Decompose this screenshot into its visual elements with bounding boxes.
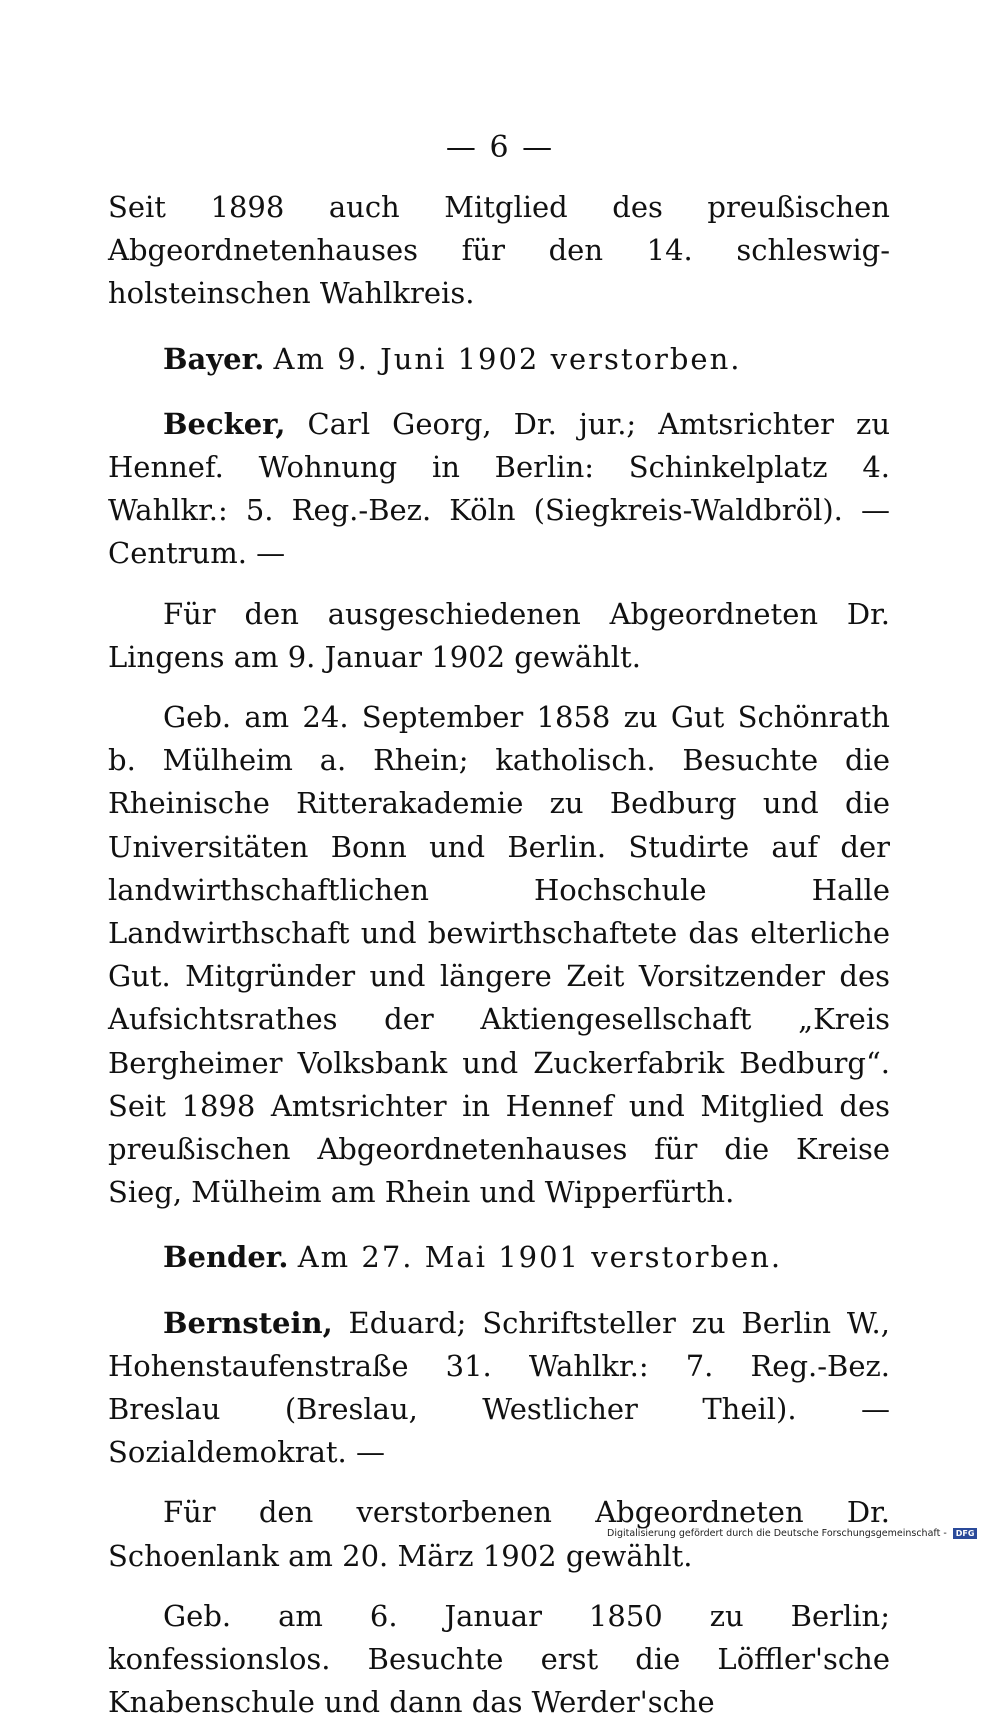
biography-paragraph: Geb. am 6. Januar 1850 zu Berlin; konfessionslos. Besuchte erst die Löffler'sche Knabenschule und dann das Werder'sche xyxy=(108,1598,890,1720)
biography-paragraph: Geb. am 24. September 1858 zu Gut Schönrath b. Mülheim a. Rhein; katholisch. Besuchte die Rheinische Ritterakademie zu Bedburg und die Universitäten Bonn und Berlin. Studirte auf der landwirthschaftlichen Hochschule Halle Landwirthschaft und bewirthschaftete das elterliche Gut. Mitgründer und längere Zeit Vorsitzender des Aufsichtsrathes der Aktiengesellschaft „Kreis Bergheimer Volksbank und Zuckerfabrik Bedburg“. Seit 1898 Amtsrichter in Hennef und Mitglied des preußischen Abgeordnetenhauses für die Kreise Sieg, Mülheim am Rhein und Wipperfürth. xyxy=(108,700,890,1210)
entry-text: Carl Georg, Dr. jur.; Amtsrichter zu Hennef. Wohnung in Berlin: Schinkelplatz 4. Wahlkr.: 5. Reg.-Bez. Köln (Siegkreis-Waldbröl). — Centrum. — xyxy=(108,406,890,571)
member-name: Bender. xyxy=(163,1240,289,1275)
entry-text: Eduard; Schriftsteller zu Berlin W., Hohenstaufenstraße 31. Wahlkr.: 7. Reg.-Bez. Breslau (Breslau, Westlicher Theil). — Sozialdemokrat. — xyxy=(108,1305,890,1470)
footer-text: Digitalisierung gefördert durch die Deutsche Forschungsgemeinschaft - xyxy=(607,1528,947,1539)
entry-bender xyxy=(108,1236,890,1279)
entry-text: Am 27. Mai 1901 verstorben. xyxy=(297,1240,783,1275)
election-paragraph: Für den ausgeschiedenen Abgeordneten Dr. Lingens am 9. Januar 1902 gewählt. xyxy=(108,596,890,674)
page-number: — 6 — xyxy=(445,130,555,165)
digitization-footer xyxy=(607,1528,977,1539)
member-name: Bayer. xyxy=(163,341,265,376)
dfg-logo: DFG xyxy=(953,1528,978,1539)
entry-becker xyxy=(108,403,890,576)
entry-bayer xyxy=(108,338,890,381)
continuation-paragraph: Seit 1898 auch Mitglied des preußischen Abgeordnetenhauses für den 14. schleswig-holsteinschen Wahlkreis. xyxy=(108,190,890,311)
member-name: Becker, xyxy=(163,406,286,441)
election-paragraph: Für den verstorbenen Abgeordneten Dr. Schoenlank am 20. März 1902 gewählt. xyxy=(108,1495,890,1573)
entry-bernstein xyxy=(108,1302,890,1475)
entry-text: Am 9. Juni 1902 verstorben. xyxy=(273,341,742,376)
document-body xyxy=(108,186,890,1725)
member-name: Bernstein, xyxy=(163,1305,333,1340)
